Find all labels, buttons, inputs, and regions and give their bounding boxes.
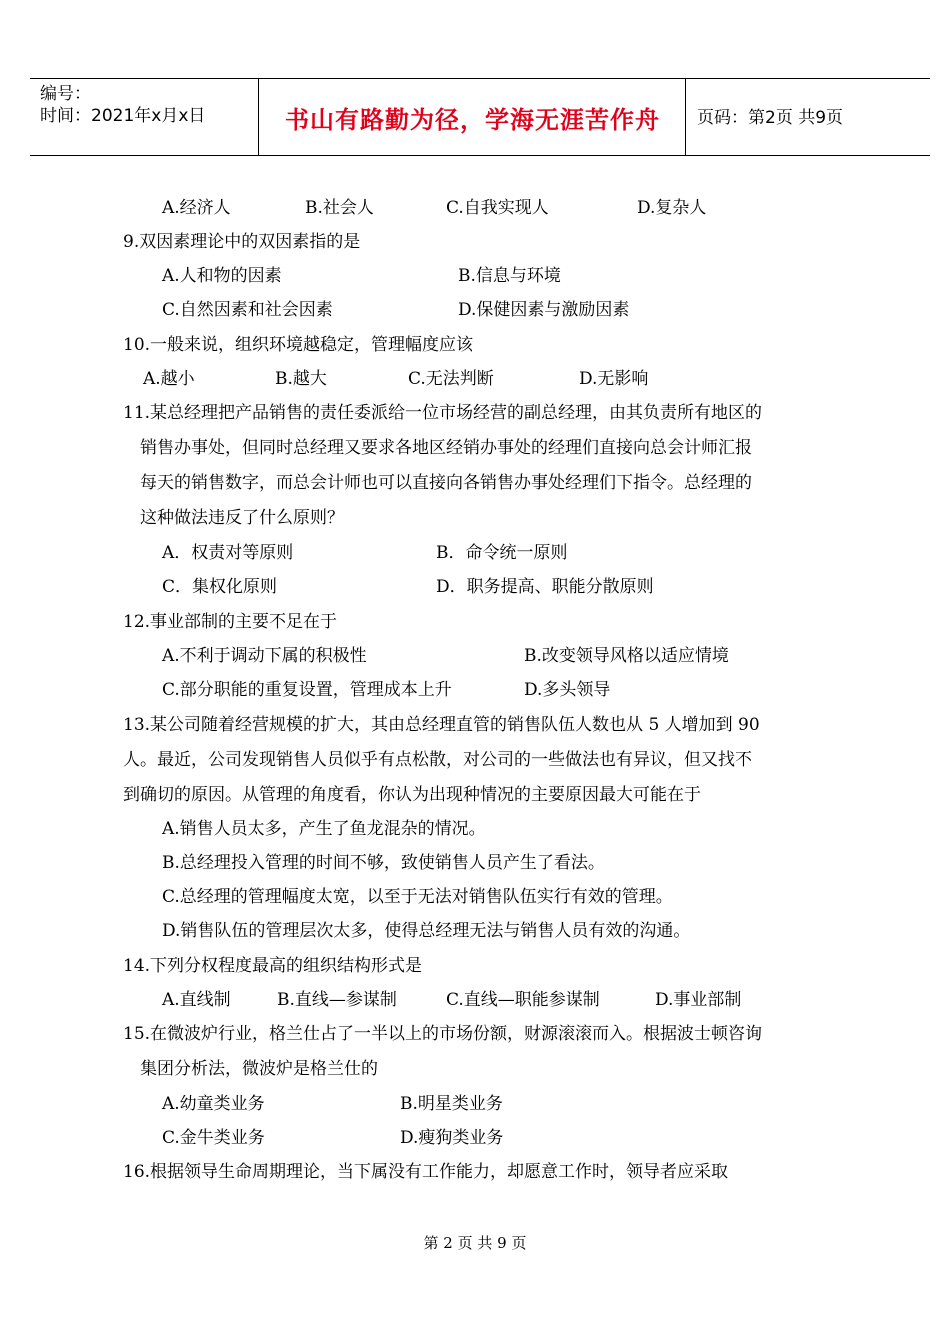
option: A.经济人 bbox=[162, 198, 231, 218]
option: D.无影响 bbox=[579, 369, 649, 389]
option: A.越小 bbox=[143, 369, 195, 389]
option: A.直线制 bbox=[162, 990, 231, 1010]
option: C.直线—职能参谋制 bbox=[446, 990, 600, 1010]
option: B.信息与环境 bbox=[458, 266, 561, 286]
option: D.多头领导 bbox=[524, 680, 611, 700]
header-divider bbox=[685, 79, 686, 155]
question-13-line: 13.某公司随着经营规模的扩大，其由总经理直管的销售队伍人数也从 5 人增加到 90 bbox=[123, 715, 760, 735]
option: B.直线—参谋制 bbox=[277, 990, 397, 1010]
option: A.不利于调动下属的积极性 bbox=[162, 646, 367, 666]
number-label: 编号： bbox=[40, 84, 91, 104]
option: B.改变领导风格以适应情境 bbox=[524, 646, 729, 666]
option: D.销售队伍的管理层次太多，使得总经理无法与销售人员有效的沟通。 bbox=[162, 921, 691, 941]
option: A．权责对等原则 bbox=[162, 543, 294, 563]
option: C.自然因素和社会因素 bbox=[162, 300, 333, 320]
question-11-line: 11.某总经理把产品销售的责任委派给一位市场经营的副总经理，由其负责所有地区的 bbox=[123, 403, 763, 423]
question-12: 12.事业部制的主要不足在于 bbox=[123, 612, 338, 632]
question-16: 16.根据领导生命周期理论，当下属没有工作能力，却愿意工作时，领导者应采取 bbox=[123, 1162, 729, 1182]
option: B．命令统一原则 bbox=[436, 543, 568, 563]
question-11-line: 销售办事处，但同时总经理又要求各地区经销办事处的经理们直接向总会计师汇报 bbox=[140, 438, 752, 458]
option: D.复杂人 bbox=[637, 198, 707, 218]
option: C.自我实现人 bbox=[446, 198, 549, 218]
time-label: 时间：2021年x月x日 bbox=[40, 106, 206, 126]
question-11-line: 这种做法违反了什么原则？ bbox=[140, 508, 344, 528]
header-meta bbox=[40, 83, 205, 127]
question-10: 10.一般来说，组织环境越稳定，管理幅度应该 bbox=[123, 335, 474, 355]
question-13-line: 人。最近，公司发现销售人员似乎有点松散，对公司的一些做法也有异议，但又找不 bbox=[123, 750, 752, 770]
option: C.部分职能的重复设置，管理成本上升 bbox=[162, 680, 452, 700]
header-motto: 书山有路勤为径，学海无涯苦作舟 bbox=[285, 106, 660, 134]
option: D.保健因素与激励因素 bbox=[458, 300, 630, 320]
option: C.金牛类业务 bbox=[162, 1128, 265, 1148]
question-14: 14.下列分权程度最高的组织结构形式是 bbox=[123, 956, 423, 976]
option: A.人和物的因素 bbox=[162, 266, 282, 286]
option: A.幼童类业务 bbox=[162, 1094, 265, 1114]
question-9: 9.双因素理论中的双因素指的是 bbox=[123, 232, 361, 252]
option: C.总经理的管理幅度太宽，以至于无法对销售队伍实行有效的管理。 bbox=[162, 887, 673, 907]
option: B.总经理投入管理的时间不够，致使销售人员产生了看法。 bbox=[162, 853, 605, 873]
option: B.越大 bbox=[275, 369, 327, 389]
page-footer: 第 2 页 共 9 页 bbox=[423, 1234, 527, 1252]
option: D.事业部制 bbox=[655, 990, 742, 1010]
option: C．集权化原则 bbox=[162, 577, 278, 597]
option: D.瘦狗类业务 bbox=[400, 1128, 504, 1148]
question-15-line: 集团分析法，微波炉是格兰仕的 bbox=[140, 1059, 378, 1079]
page-code: 页码：第2页 共9页 bbox=[697, 108, 844, 128]
option: A.销售人员太多，产生了鱼龙混杂的情况。 bbox=[162, 819, 486, 839]
option: B.明星类业务 bbox=[400, 1094, 503, 1114]
question-15-line: 15.在微波炉行业，格兰仕占了一半以上的市场份额，财源滚滚而入。根据波士顿咨询 bbox=[123, 1024, 763, 1044]
option: D．职务提高、职能分散原则 bbox=[436, 577, 654, 597]
document-header bbox=[30, 78, 930, 156]
header-divider bbox=[258, 79, 259, 155]
question-11-line: 每天的销售数字，而总会计师也可以直接向各销售办事处经理们下指令。总经理的 bbox=[140, 473, 752, 493]
option: B.社会人 bbox=[305, 198, 374, 218]
question-13-line: 到确切的原因。从管理的角度看，你认为出现种情况的主要原因最大可能在于 bbox=[123, 785, 701, 805]
option: C.无法判断 bbox=[408, 369, 494, 389]
